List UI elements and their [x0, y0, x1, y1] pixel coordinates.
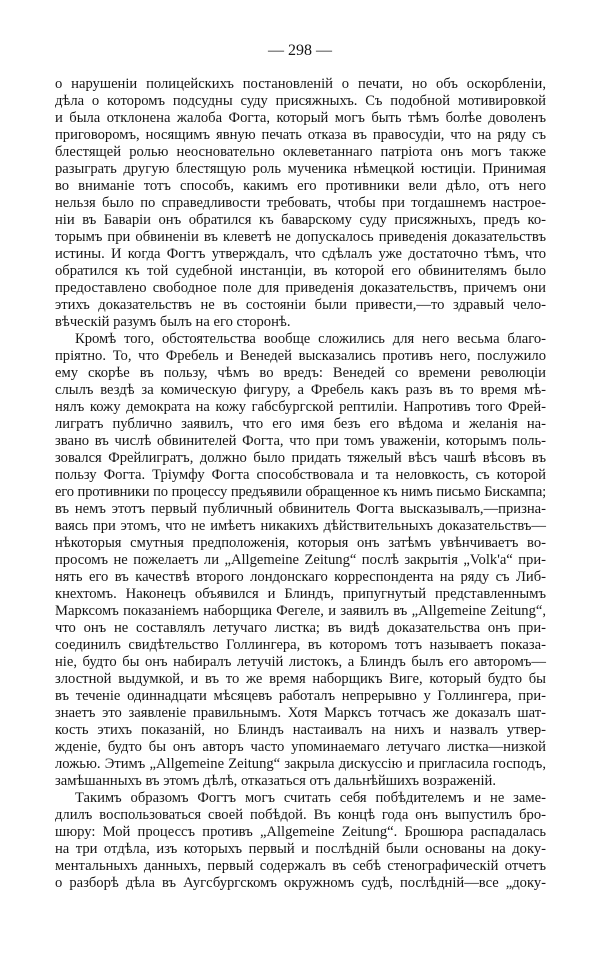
text-line: злостной выдумкой, и въ то же время наборщикъ Виге, который будто бы [55, 671, 546, 687]
text-line: нельзя было по справедливости требовать, чтобы при тогдашнемъ настрое- [55, 195, 546, 211]
text-line: разыграть другую блестящую роль мученика нѣмецкой юстицiи. Принимая [55, 161, 546, 177]
text-line: во вниманiе тотъ способъ, какимъ его противники вели дѣло, отъ него [55, 178, 546, 194]
text-line: звано въ числѣ обвинителей Фогта, что при томъ уваженiи, которымъ поль- [55, 433, 546, 449]
text-line: нiи въ Баварiи онъ обратился къ баварскому суду присяжныхъ, предъ ко- [55, 212, 546, 228]
text-line: длилъ воспользоваться своей побѣдой. Въ концѣ года онъ выпустилъ бро- [55, 807, 546, 823]
text-line: его противники по процессу предъявили обращенное къ нимъ письмо Бискампа; [55, 484, 546, 500]
text-line: дѣла о которомъ подсудны суду присяжныхъ. Съ подобной мотивировкой [55, 93, 546, 109]
text-line: ложью. Этимъ „Allgemeine Zeitung“ закрыла дискуссiю и пригласила господъ, [55, 756, 546, 772]
text-line: кость этихъ показанiй, но Блиндъ настаивалъ на нихъ и назвалъ утвер- [55, 722, 546, 738]
text-line: предоставлено свободное поле для приведенiя доказательствъ, причемъ они [55, 280, 546, 296]
text-line: о нарушенiи полицейскихъ постановленiй о печати, но объ оскорбленiи, [55, 76, 546, 92]
text-line: слылъ вездѣ за комическую фигуру, а Фребель какъ разъ въ то время мѣ- [55, 382, 546, 398]
text-line: что онъ не составлялъ летучаго листка; въ видѣ доказательства онъ при- [55, 620, 546, 636]
text-line: блестящей ролью неосновательно оклеветаннаго патрiота онъ могъ также [55, 144, 546, 160]
text-line: ему скорѣе въ пользу, чѣмъ во вредъ: Венедей со времени революцiи [55, 365, 546, 381]
text-line: на три отдѣла, изъ которыхъ первый и послѣднiй были основаны на доку- [55, 841, 546, 857]
text-line: замѣшанныхъ въ этомъ дѣлѣ, отказаться отъ дальнѣйшихъ возраженiй. [55, 773, 497, 789]
text-line: Марксомъ показанiемъ наборщика Фегеле, и заявилъ въ „Allgemeine Zeitung“, [55, 603, 546, 619]
text-line: ваясь при этомъ, что не имѣетъ никакихъ дѣйствительныхъ доказательствъ— [55, 518, 546, 534]
text-line: нялъ кожу демократа на кожу габсбургской рептилiи. Напротивъ того Фрей- [55, 399, 546, 415]
text-line: нѣкоторыя смутныя предположенiя, которыя онъ затѣмъ увѣнчиваетъ во- [55, 535, 546, 551]
text-line: зовался Фрейлигратъ, должно было придать тяжелый вѣсъ чашѣ вѣсовъ въ [55, 450, 546, 466]
text-line: Кромѣ того, обстоятельства вообще сложились для него весьма благо- [75, 331, 546, 347]
text-line: ментальныхъ данныхъ, первый содержалъ въ себѣ стенографическiй отчетъ [55, 858, 546, 874]
text-line: истины. И когда Фогтъ утверждалъ, что сдѣлалъ уже достаточно тѣмъ, что [55, 246, 546, 262]
text-line: жденiе, будто бы онъ авторъ часто упоминаемаго летучаго листка—низкой [55, 739, 546, 755]
text-line: просомъ не пожелаетъ ли „Allgemeine Zeitung“ послѣ закрытiя „Volk'a“ при- [55, 552, 546, 568]
text-line: въ немъ этотъ первый публичный обвинитель Фогта высказывалъ,—призна- [55, 501, 546, 517]
text-line: вѣческiй разумъ былъ на его сторонѣ. [55, 314, 291, 330]
text-line: прiятно. То, что Фребель и Венедей высказались противъ него, послужило [55, 348, 546, 364]
text-line: пользу Фогта. Трiумфу Фогта способствовала и та неловкость, съ которой [55, 467, 546, 483]
text-line: нять его въ качествѣ второго лондонскаго корреспондента на ряду съ Либ- [55, 569, 546, 585]
text-line: кнехтомъ. Наконецъ объявился и Блиндъ, припугнутый представленнымъ [55, 586, 546, 602]
text-line: нiе, будто бы онъ набиралъ летучiй листокъ, а Блиндъ былъ его авторомъ— [55, 654, 546, 670]
text-line: и была отклонена жалоба Фогта, который могъ быть тѣмъ болѣе доволенъ [55, 110, 546, 126]
text-line: лигратъ публично заявилъ, что его имя безъ его вѣдома и желанiя на- [55, 416, 546, 432]
text-line: торымъ при обвиненiи въ клеветѣ не допускалось приведенiя доказательствъ [55, 229, 546, 245]
text-line: въ теченiе одиннадцати мѣсяцевъ работалъ непрерывно у Голлингера, при- [55, 688, 546, 704]
body-text [55, 76, 546, 892]
text-line: шюру: Мой процессъ противъ „Allgemeine Zeitung“. Брошюра распадалась [55, 824, 546, 840]
text-line: знаетъ это заявленiе правильнымъ. Хотя Марксъ тотчасъ же доказалъ шат- [55, 705, 546, 721]
text-line: Такимъ образомъ Фогтъ могъ считать себя побѣдителемъ и не заме- [75, 790, 546, 806]
text-line: о разборѣ дѣла въ Аугсбургскомъ окружномъ судѣ, послѣднiй—все „доку- [55, 875, 546, 891]
page-number: — 298 — [268, 42, 332, 59]
text-line: обратился къ той судебной инстанцiи, въ которой его обвинителямъ было [55, 263, 546, 279]
text-line: приговоромъ, носящимъ явную печать отказа въ правосудiи, что на ряду съ [55, 127, 546, 143]
text-line: соединилъ свидѣтельство Голлингера, въ которомъ тотъ называетъ показа- [55, 637, 546, 653]
text-line: этихъ доказательствъ не въ состоянiи были привести,—то здравый чело- [55, 297, 546, 313]
